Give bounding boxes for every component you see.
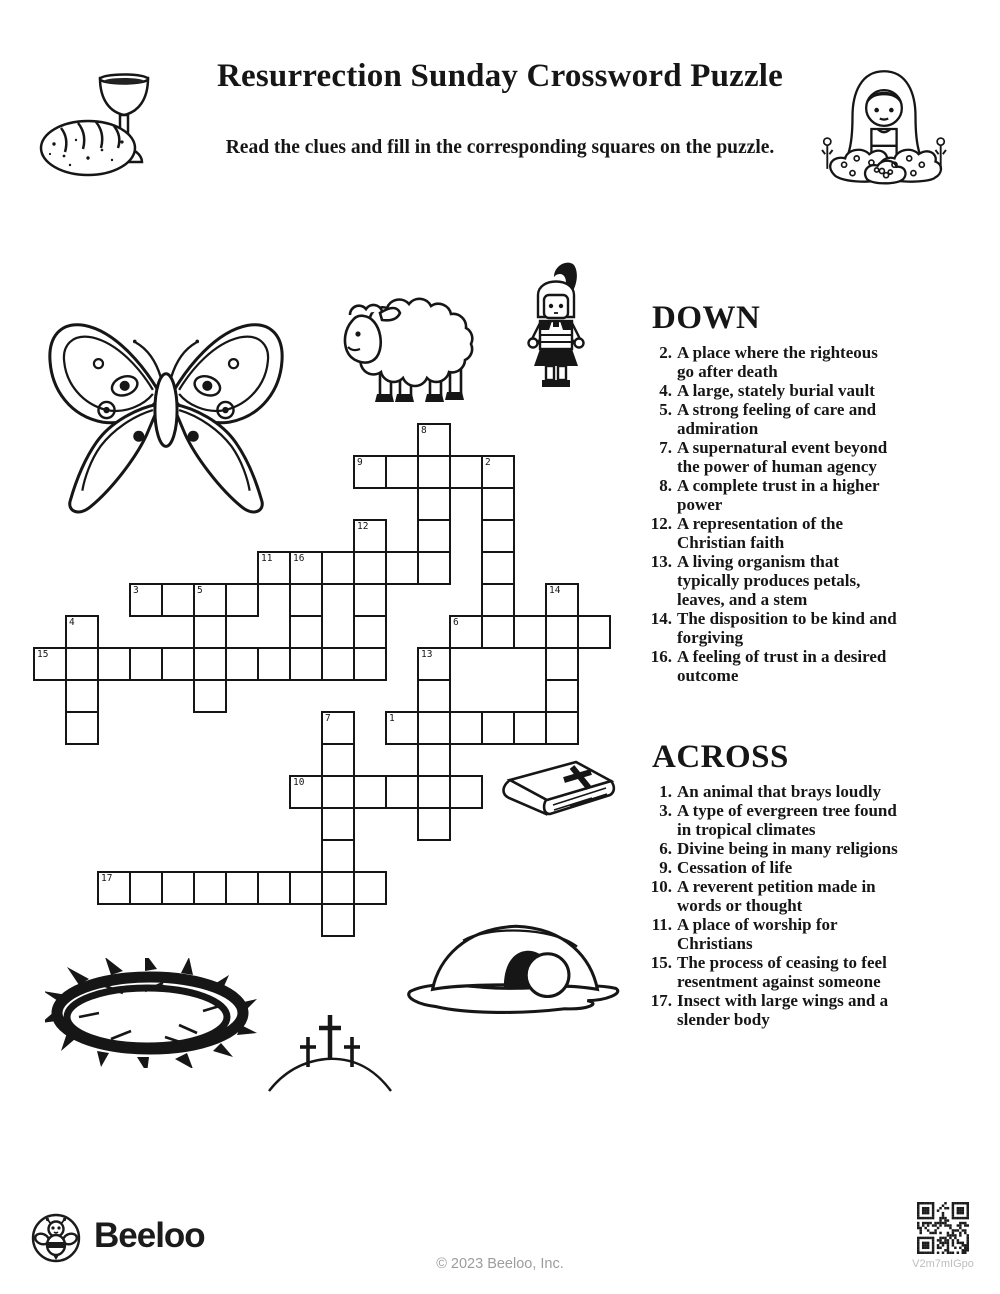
- clue-number: 5.: [659, 400, 672, 419]
- grid-cell-number: 3: [133, 585, 139, 596]
- grid-cell: [321, 839, 355, 873]
- clue-number: 14.: [650, 609, 672, 628]
- crossword-grid: [33, 423, 613, 939]
- grid-cell: [257, 647, 291, 681]
- qr-code: [917, 1202, 969, 1254]
- clue-number: 11.: [651, 915, 672, 934]
- grid-cell: [129, 583, 163, 617]
- grid-cell: [449, 455, 483, 489]
- clue-text: The disposition to be kind and forgiving: [677, 609, 897, 647]
- grid-cell: [353, 615, 387, 649]
- clue-item: [650, 953, 930, 991]
- grid-cell-number: 6: [453, 617, 459, 628]
- grid-cell: [481, 615, 515, 649]
- grid-cell: [513, 615, 547, 649]
- clue-text: A strong feeling of care and admiration: [677, 400, 877, 438]
- clue-item: [650, 609, 930, 647]
- mary-with-flowers-icon: [820, 66, 948, 192]
- clue-number: 7.: [659, 438, 672, 457]
- clue-item: [650, 991, 930, 1029]
- grid-cell: [321, 871, 355, 905]
- clue-number: 2.: [659, 343, 672, 362]
- grid-cell: [417, 647, 451, 681]
- clue-text: A reverent petition made in words or thought: [677, 877, 876, 915]
- grid-cell: [193, 615, 227, 649]
- clue-number: 15.: [650, 953, 672, 972]
- grid-cell-number: 15: [37, 649, 49, 660]
- grid-cell: [353, 871, 387, 905]
- empty-tomb-icon: [402, 916, 628, 1018]
- grid-cell: [161, 583, 195, 617]
- grid-cell: [33, 647, 67, 681]
- grid-cell-number: 10: [293, 777, 305, 788]
- grid-cell: [385, 711, 419, 745]
- clue-text: The process of ceasing to feel resentment against someone: [677, 953, 887, 991]
- grid-cell: [257, 551, 291, 585]
- grid-cell: [289, 647, 323, 681]
- clue-item: [650, 915, 930, 953]
- grid-cell: [289, 775, 323, 809]
- grid-cell: [417, 775, 451, 809]
- clue-item: [650, 552, 930, 609]
- grid-cell: [513, 711, 547, 745]
- grid-cell: [417, 711, 451, 745]
- grid-cell: [385, 551, 419, 585]
- copyright-text: © 2023 Beeloo, Inc.: [436, 1256, 564, 1272]
- down-section: [650, 300, 930, 685]
- grid-cell: [449, 711, 483, 745]
- grid-cell: [353, 647, 387, 681]
- clue-item: [650, 782, 930, 801]
- clue-text: Cessation of life: [677, 858, 793, 877]
- grid-cell: [289, 551, 323, 585]
- grid-cell: [65, 647, 99, 681]
- page-title: Resurrection Sunday Crossword Puzzle: [216, 58, 784, 94]
- grid-cell: [65, 679, 99, 713]
- clue-item: [650, 801, 930, 839]
- grid-cell: [353, 551, 387, 585]
- clue-number: 9.: [659, 858, 672, 877]
- across-section: [650, 739, 930, 1029]
- clue-number: 6.: [659, 839, 672, 858]
- grid-cell: [481, 711, 515, 745]
- clue-item: [650, 858, 930, 877]
- grid-cell: [417, 551, 451, 585]
- grid-cell: [417, 519, 451, 553]
- clue-text: A complete trust in a higher power: [677, 476, 880, 514]
- roman-soldier-icon: [516, 260, 596, 394]
- grid-cell: [97, 647, 131, 681]
- grid-cell-number: 8: [421, 425, 427, 436]
- grid-cell-number: 16: [293, 553, 305, 564]
- clue-text: Divine being in many religions: [677, 839, 898, 858]
- grid-cell: [193, 647, 227, 681]
- grid-cell: [321, 551, 355, 585]
- clue-text: A place of worship for Christians: [677, 915, 838, 953]
- clue-text: A representation of the Christian faith: [677, 514, 844, 552]
- grid-cell-number: 5: [197, 585, 203, 596]
- grid-cell: [481, 583, 515, 617]
- clue-item: [650, 514, 930, 552]
- brand-wordmark: Beeloo: [94, 1216, 205, 1255]
- grid-cell: [161, 647, 195, 681]
- clue-number: 16.: [650, 647, 672, 666]
- clue-number: 8.: [659, 476, 672, 495]
- grid-cell: [481, 487, 515, 521]
- clue-text: A supernatural event beyond the power of human agency: [677, 438, 888, 476]
- clue-number: 3.: [659, 801, 672, 820]
- grid-cell: [481, 455, 515, 489]
- grid-cell: [321, 743, 355, 777]
- clue-text: A feeling of trust in a desired outcome: [677, 647, 887, 685]
- grid-cell-number: 7: [325, 713, 331, 724]
- lamb-icon: [322, 276, 492, 408]
- clue-text: Insect with large wings and a slender body: [677, 991, 889, 1029]
- clue-item: [650, 839, 930, 858]
- clue-number: 4.: [659, 381, 672, 400]
- clue-item: [650, 343, 930, 381]
- clue-item: [650, 400, 930, 438]
- clue-number: 17.: [650, 991, 672, 1010]
- qr-code-label: V2m7mIGpo: [912, 1258, 974, 1270]
- clue-item: [650, 647, 930, 685]
- down-clue-list: [650, 343, 930, 685]
- down-heading: DOWN: [652, 300, 761, 336]
- grid-cell: [321, 807, 355, 841]
- grid-cell: [353, 519, 387, 553]
- grid-cell: [545, 647, 579, 681]
- grid-cell: [417, 455, 451, 489]
- across-clue-list: [650, 782, 930, 1029]
- crown-of-thorns-icon: [45, 958, 257, 1068]
- page-subtitle: Read the clues and fill in the corresponding squares on the puzzle.: [225, 137, 775, 158]
- clue-item: [650, 438, 930, 476]
- clue-number: 13.: [650, 552, 672, 571]
- grid-cell: [225, 871, 259, 905]
- grid-cell: [193, 583, 227, 617]
- clue-text: A type of evergreen tree found in tropical climates: [677, 801, 897, 839]
- bible-icon: [496, 753, 622, 843]
- grid-cell: [65, 711, 99, 745]
- grid-cell-number: 9: [357, 457, 363, 468]
- grid-cell-number: 11: [261, 553, 273, 564]
- grid-cell: [353, 775, 387, 809]
- grid-cell: [129, 647, 163, 681]
- grid-cell: [417, 743, 451, 777]
- grid-cell: [321, 775, 355, 809]
- clue-number: 10.: [650, 877, 672, 896]
- grid-cell-number: 12: [357, 521, 369, 532]
- clue-item: [650, 381, 930, 400]
- grid-cell: [545, 679, 579, 713]
- grid-cell: [321, 647, 355, 681]
- across-heading: ACROSS: [652, 739, 789, 775]
- grid-cell: [129, 871, 163, 905]
- grid-cell-number: 2: [485, 457, 491, 468]
- grid-cell: [353, 455, 387, 489]
- bread-and-chalice-icon: [36, 70, 171, 180]
- grid-cell: [257, 871, 291, 905]
- clue-text: A large, stately burial vault: [677, 381, 875, 400]
- grid-cell-number: 17: [101, 873, 113, 884]
- grid-cell-number: 4: [69, 617, 75, 628]
- grid-cell: [545, 615, 579, 649]
- grid-cell: [289, 615, 323, 649]
- grid-cell-number: 1: [389, 713, 395, 724]
- grid-cell: [577, 615, 611, 649]
- grid-cell: [385, 455, 419, 489]
- grid-cell: [481, 551, 515, 585]
- grid-cell: [161, 871, 195, 905]
- grid-cell: [449, 775, 483, 809]
- grid-cell: [417, 807, 451, 841]
- clue-text: A living organism that typically produces petals, leaves, and a stem: [677, 552, 861, 609]
- grid-cell: [225, 583, 259, 617]
- clue-text: An animal that brays loudly: [677, 782, 882, 801]
- clue-number: 1.: [659, 782, 672, 801]
- grid-cell: [417, 487, 451, 521]
- grid-cell: [545, 711, 579, 745]
- grid-cell: [321, 711, 355, 745]
- calvary-crosses-icon: [264, 1006, 396, 1094]
- grid-cell: [289, 871, 323, 905]
- clue-item: [650, 877, 930, 915]
- grid-cell: [65, 615, 99, 649]
- grid-cell: [193, 679, 227, 713]
- grid-cell: [385, 775, 419, 809]
- grid-cell: [417, 679, 451, 713]
- grid-cell: [353, 583, 387, 617]
- grid-cell: [97, 871, 131, 905]
- grid-cell-number: 14: [549, 585, 561, 596]
- grid-cell: [481, 519, 515, 553]
- grid-cell-number: 13: [421, 649, 433, 660]
- grid-cell: [321, 903, 355, 937]
- grid-cell: [289, 583, 323, 617]
- grid-cell: [545, 583, 579, 617]
- grid-cell: [225, 647, 259, 681]
- grid-cell: [417, 423, 451, 457]
- clue-item: [650, 476, 930, 514]
- grid-cell: [193, 871, 227, 905]
- clue-number: 12.: [650, 514, 672, 533]
- clue-text: A place where the righteous go after death: [677, 343, 878, 381]
- grid-cell: [449, 615, 483, 649]
